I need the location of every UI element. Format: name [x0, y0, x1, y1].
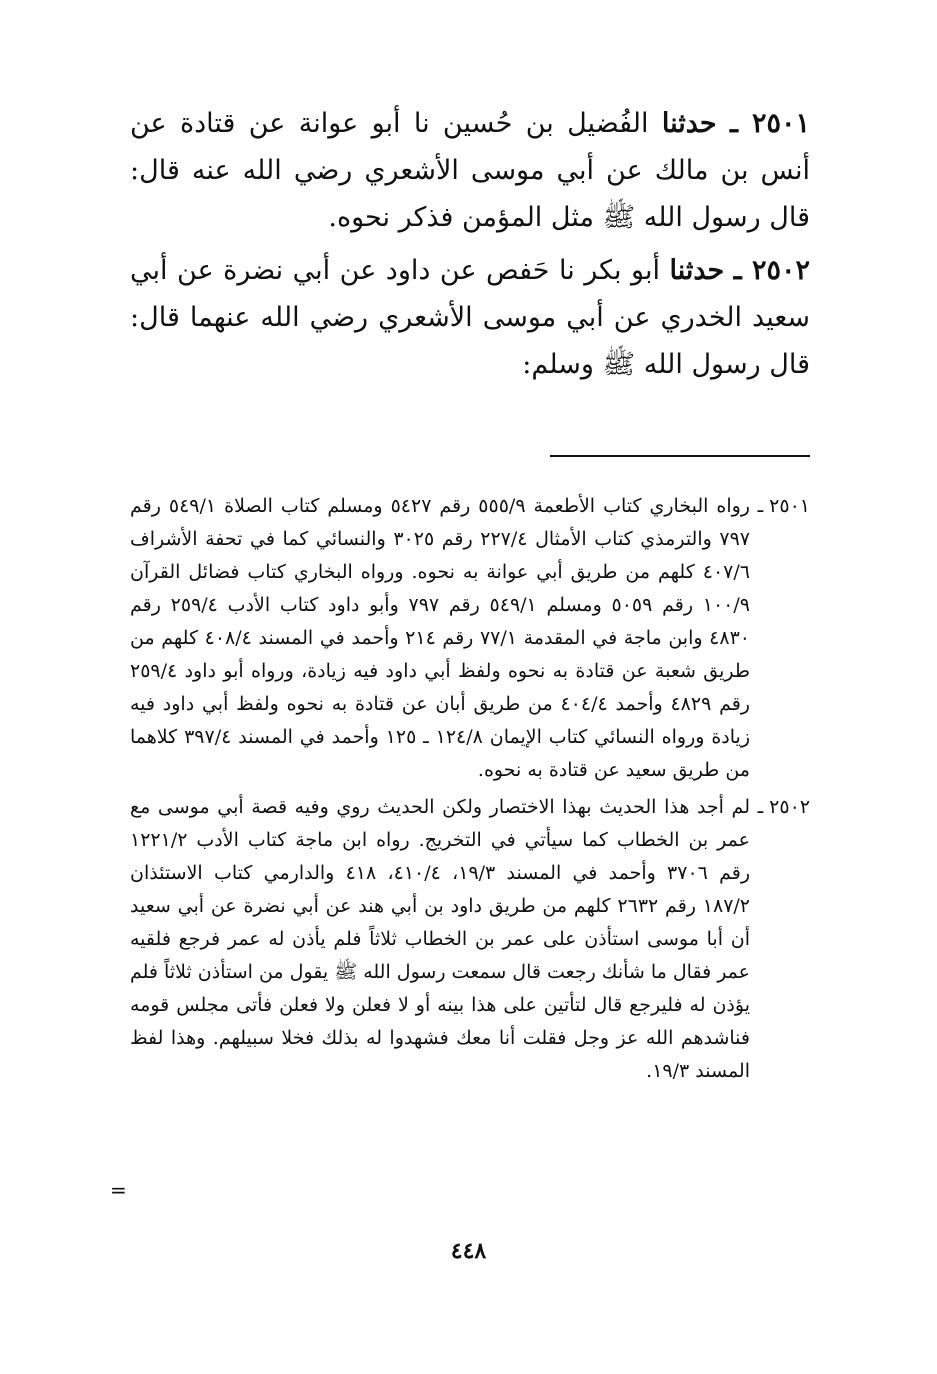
hadith-opening: حدثنا — [661, 108, 717, 139]
footnote-2501 — [130, 490, 810, 787]
continuation-mark: = — [110, 1178, 127, 1202]
footnote-text: لم أجد هذا الحديث بهذا الاختصار ولكن الحديث روي وفيه قصة أبي موسى مع عمر بن الخطاب كما سيأتي في التخريج. رواه ابن ماجة كتاب الأدب ١٢٢١/٢ رقم ٣٧٠٦ وأحمد في المسند ١٩/٣، ٤١٠/٤، ٤١٨ والدارمي كتاب الاستئذان ١٨٧/٢ رقم ٢٦٣٢ كلهم من طريق داود بن أبي هند عن أبي نضرة عن أبي سعيد أن أبا موسى استأذن على عمر بن الخطاب ثلاثاً فلم يأذن له عمر فرجع فلقيه عمر فقال ما شأنك رجعت قال سمعت رسول الله ﷺ يقول من استأذن ثلاثاً فلم يؤذن له فليرجع قال لتأتين على هذا بينه أو لا فعلن ولا فعلن فأتى مجلس قومه فناشدهم الله عز وجل فقلت أنا معك فشهدوا له بذلك فخلا سبيلهم. وهذا لفظ المسند ١٩/٣. — [130, 796, 751, 1082]
hadith-text: أبو بكر نا حَفص عن داود عن أبي نضرة عن أبي سعيد الخدري عن أبي موسى الأشعري رضي الله عنهما قال: قال رسول الله ﷺ وسلم: — [130, 255, 810, 380]
hadith-text: الفُضيل بن حُسين نا أبو عوانة عن قتادة عن أنس بن مالك عن أبي موسى الأشعري رضي الله عنه قال: قال رسول الله ﷺ مثل المؤمن فذكر نحوه. — [130, 108, 810, 233]
hadith-opening: حدثنا — [669, 255, 725, 286]
hadith-2501 — [130, 100, 810, 241]
page-number: ٤٤٨ — [450, 1238, 487, 1264]
footnote-number: ٢٥٠٢ ـ — [757, 796, 810, 818]
footnote-text: رواه البخاري كتاب الأطعمة ٥٥٥/٩ رقم ٥٤٢٧ ومسلم كتاب الصلاة ٥٤٩/١ رقم ٧٩٧ والترمذي كتاب الأمثال ٢٢٧/٤ رقم ٣٠٢٥ والنسائي كما في تحفة الأشراف ٤٠٧/٦ كلهم من طريق أبي عوانة به نحوه. ورواه البخاري كتاب فضائل القرآن ١٠٠/٩ رقم ٥٠٥٩ ومسلم ٥٤٩/١ رقم ٧٩٧ وأبو داود كتاب الأدب ٢٥٩/٤ رقم ٤٨٣٠ وابن ماجة في المقدمة ٧٧/١ رقم ٢١٤ وأحمد في المسند ٤٠٨/٤ كلهم من طريق شعبة عن قتادة به نحوه ولفظ أبي داود فيه زيادة، ورواه أبو داود ٢٥٩/٤ رقم ٤٨٢٩ وأحمد ٤٠٤/٤ من طريق أبان عن قتادة به نحوه ولفظ أبي داود فيه زيادة ورواه النسائي كتاب الإيمان ١٢٤/٨ ـ ١٢٥ وأحمد في المسند ٣٩٧/٤ كلاهما من طريق سعيد عن قتادة به نحوه. — [130, 495, 750, 781]
hadith-number: ٢٥٠٢ ـ — [733, 255, 810, 286]
hadith-number: ٢٥٠١ ـ — [729, 108, 810, 139]
main-text-block — [130, 100, 810, 394]
hadith-2502 — [130, 247, 810, 388]
footnote-number: ٢٥٠١ ـ — [757, 495, 810, 517]
footnotes-block — [130, 490, 810, 1092]
footnote-2502 — [130, 791, 810, 1088]
footnote-divider — [550, 455, 810, 457]
